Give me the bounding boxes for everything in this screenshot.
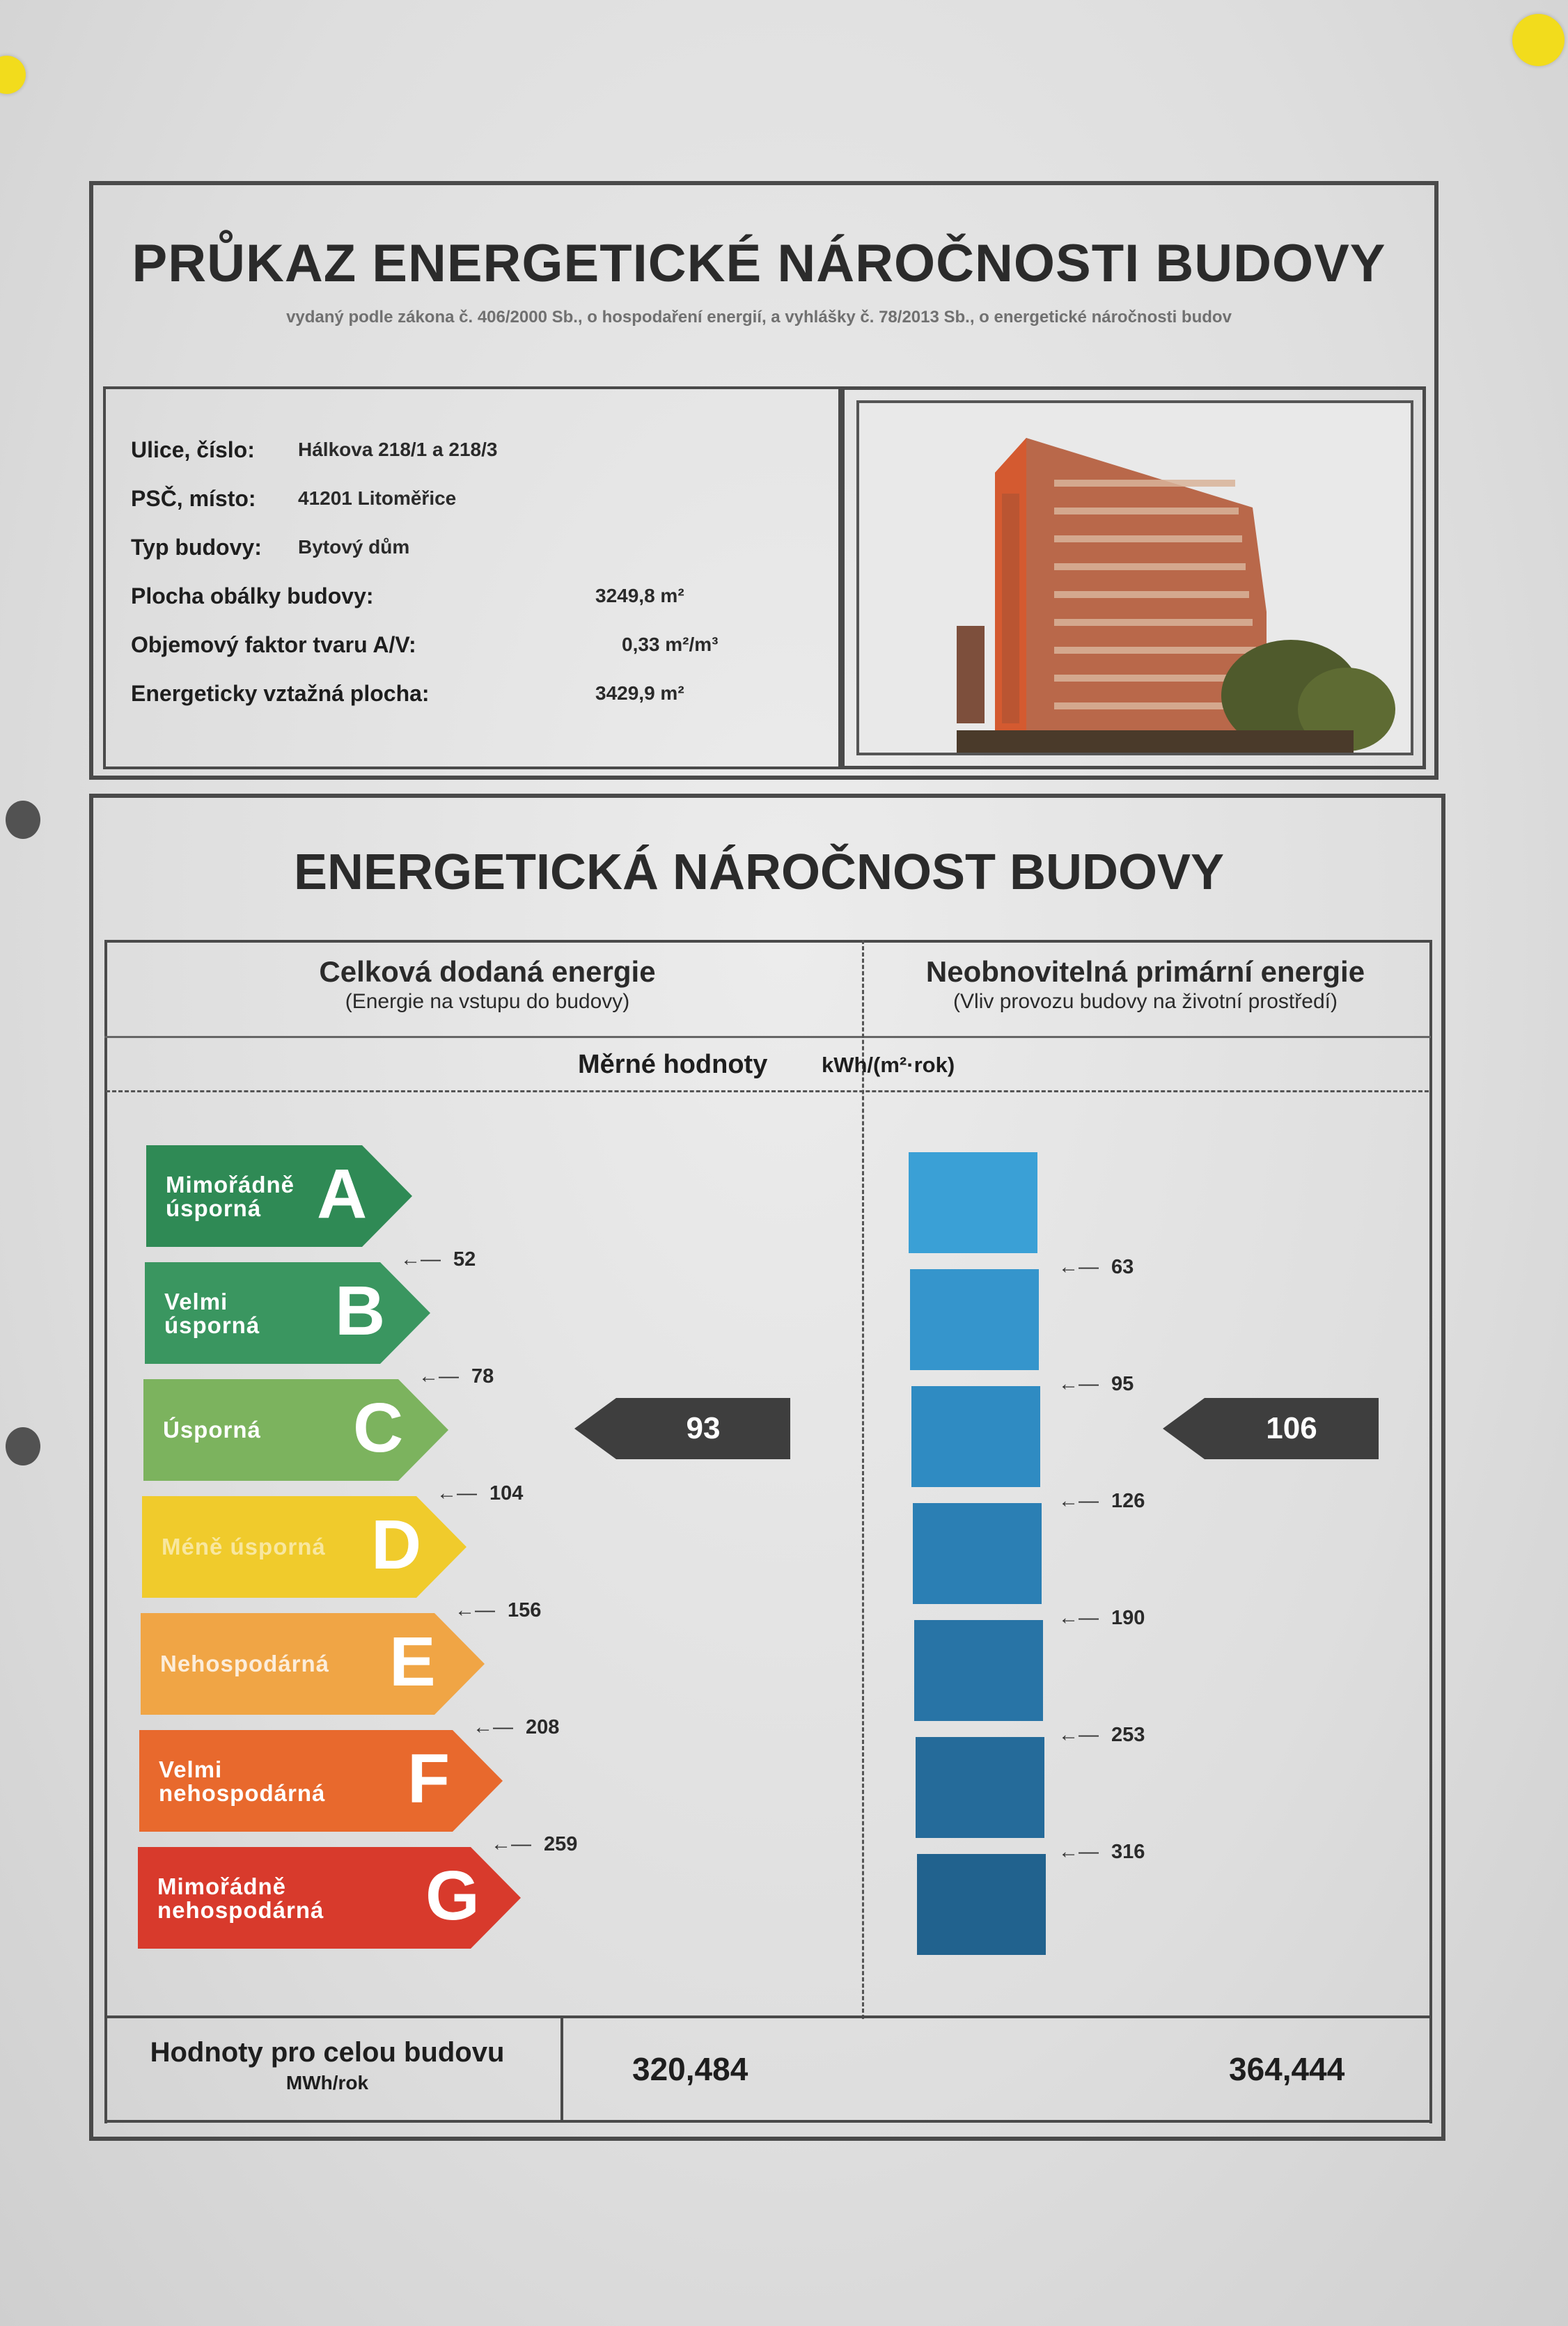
energy-class-label: Velmi nehospodárná: [159, 1757, 326, 1806]
energy-class-g: [138, 1847, 521, 1949]
energy-class-label: Mimořádně úsporná: [166, 1172, 295, 1221]
punch-hole-top: [6, 801, 40, 839]
primary-limit-label: ←— 316: [1058, 1841, 1145, 1863]
units-divider: [106, 1090, 1429, 1092]
area-label: Energeticky vztažná plocha:: [131, 681, 430, 706]
totals-unit: MWh/rok: [285, 2072, 369, 2093]
right-subheading: (Vliv provozu budovy na životní prostředí): [953, 990, 1338, 1013]
performance-title: ENERGETICKÁ NÁROČNOST BUDOVY: [293, 844, 1225, 900]
totals-top-border: [104, 2015, 1431, 2018]
primary-scale-segment: [909, 1152, 1037, 1253]
left-subheading: (Energie na vstupu do budovy): [345, 990, 630, 1013]
zip-label: PSČ, místo:: [131, 486, 256, 511]
energy-class-f: [139, 1730, 503, 1832]
energy-class-letter: B: [335, 1272, 386, 1350]
energy-class-e: [141, 1613, 485, 1715]
energy-class-label: Velmi úsporná: [164, 1289, 260, 1338]
zip-value: 41201 Litoměřice: [298, 487, 457, 509]
building-photo-image: [859, 403, 1411, 753]
class-limit-label: ←— 208: [473, 1716, 560, 1738]
energy-class-letter: D: [371, 1506, 422, 1584]
shape-value: 0,33 m²/m³: [622, 634, 719, 655]
energy-class-label: Úsporná: [163, 1417, 261, 1443]
energy-class-letter: G: [425, 1857, 480, 1935]
energy-class-c: [143, 1379, 448, 1481]
totals-bottom-border: [104, 2120, 1431, 2123]
table-right-border: [1429, 940, 1432, 2123]
primary-limit-label: ←— 63: [1058, 1256, 1134, 1278]
shape-label: Objemový faktor tvaru A/V:: [131, 632, 416, 657]
class-limit-label: ←— 104: [437, 1482, 524, 1504]
heading-divider: [104, 1036, 1431, 1038]
class-limit-label: ←— 52: [400, 1248, 476, 1271]
energy-class-d: [142, 1496, 467, 1598]
primary-limit-label: ←— 126: [1058, 1490, 1145, 1512]
delivered-energy-marker: 93: [616, 1398, 790, 1459]
energy-class-letter: A: [317, 1155, 368, 1233]
primary-limit-label: ←— 190: [1058, 1607, 1145, 1629]
column-divider: [862, 940, 864, 2019]
area-value: 3429,9 m²: [595, 682, 684, 704]
type-label: Typ budovy:: [131, 535, 262, 560]
class-limit-label: ←— 78: [418, 1365, 494, 1388]
totals-label-divider: [560, 2015, 563, 2120]
pin-left: [0, 56, 26, 94]
class-limit-label: ←— 259: [491, 1833, 578, 1855]
specific-values-label: Měrné hodnoty: [578, 1050, 768, 1079]
envelope-value: 3249,8 m²: [595, 585, 684, 606]
primary-scale-segment: [917, 1854, 1046, 1955]
primary-energy-marker: 106: [1205, 1398, 1379, 1459]
delivered-total: 320,484: [632, 2051, 748, 2087]
energy-class-b: [145, 1262, 430, 1364]
table-left-border: [104, 940, 107, 2123]
building-photo: [856, 400, 1413, 755]
table-top-border: [104, 940, 1431, 943]
primary-limit-label: ←— 95: [1058, 1373, 1134, 1395]
left-heading: Celková dodaná energie: [319, 955, 656, 988]
certificate-title: PRŮKAZ ENERGETICKÉ NÁROČNOSTI BUDOVY: [132, 234, 1386, 293]
class-limit-label: ←— 156: [455, 1599, 542, 1621]
totals-label: Hodnoty pro celou budovu: [150, 2037, 505, 2068]
energy-class-label: Mimořádně nehospodárná: [157, 1873, 324, 1923]
primary-scale-segment: [914, 1620, 1043, 1721]
energy-class-a: [146, 1145, 412, 1247]
specific-values-unit: kWh/(m²·rok): [822, 1053, 955, 1077]
energy-class-letter: C: [353, 1389, 404, 1467]
primary-scale-segment: [910, 1269, 1039, 1370]
energy-class-letter: F: [407, 1740, 450, 1818]
certificate-subtitle: vydaný podle zákona č. 406/2000 Sb., o hospodaření energií, a vyhlášky č. 78/2013 Sb., o energetické náročnosti budov: [286, 308, 1232, 327]
primary-scale-segment: [911, 1386, 1040, 1487]
primary-scale-segment: [916, 1737, 1044, 1838]
punch-hole-bottom: [6, 1427, 40, 1465]
right-heading: Neobnovitelná primární energie: [925, 955, 1365, 988]
energy-class-label: Nehospodárná: [160, 1651, 330, 1676]
energy-class-letter: E: [389, 1623, 436, 1701]
primary-total: 364,444: [1229, 2051, 1345, 2087]
primary-scale-segment: [913, 1503, 1042, 1604]
street-label: Ulice, číslo:: [131, 437, 255, 462]
type-value: Bytový dům: [298, 536, 410, 558]
energy-class-label: Méně úsporná: [162, 1534, 326, 1559]
envelope-label: Plocha obálky budovy:: [131, 583, 374, 608]
pin-right: [1512, 14, 1565, 66]
street-value: Hálkova 218/1 a 218/3: [298, 439, 498, 460]
primary-limit-label: ←— 253: [1058, 1724, 1145, 1746]
